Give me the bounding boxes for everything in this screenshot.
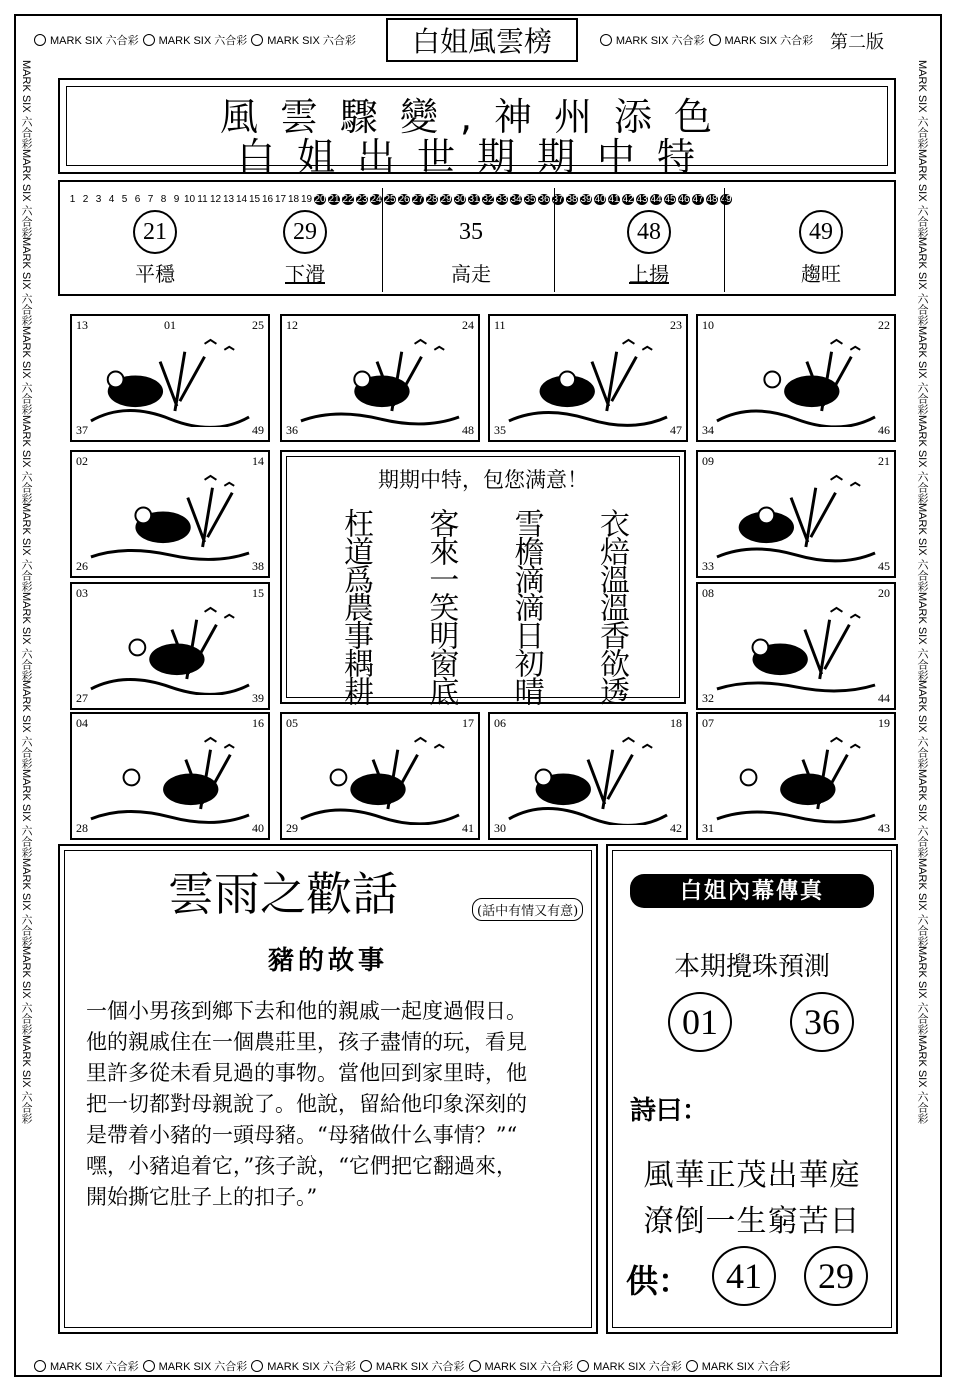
strip-number: 21 — [328, 193, 340, 205]
zodiac-panel — [280, 712, 480, 840]
panel-number: 11 — [494, 318, 506, 332]
panel-number: 08 — [702, 586, 714, 600]
zodiac-panel — [696, 450, 896, 578]
panel-number: 07 — [702, 716, 714, 730]
zodiac-panel — [696, 582, 896, 710]
strip-text: MARK SIX 六合彩 — [916, 325, 928, 415]
strip-number: 31 — [468, 193, 480, 205]
panel-number: 30 — [494, 821, 506, 835]
flower-icon — [251, 34, 263, 46]
pick-number: 35 — [449, 210, 493, 254]
panel-number: 25 — [252, 318, 264, 332]
strip-number: 37 — [552, 193, 564, 205]
strip-number: 38 — [566, 193, 578, 205]
strip-text: MARK SIX 六合彩 — [20, 237, 32, 326]
flower-icon — [600, 34, 612, 46]
zodiac-panel — [696, 314, 896, 442]
panel-number: 42 — [670, 821, 682, 835]
pick-number: 49 — [799, 210, 843, 254]
strip-text: MARK SIX 六合彩 — [916, 148, 928, 238]
strip-text: MARK SIX 六合彩 — [20, 769, 32, 858]
strip-number: 8 — [160, 193, 167, 205]
banner-line-1: 風雲驟變,神州添色 — [219, 95, 735, 139]
strip-number: 43 — [636, 193, 648, 205]
page-title: 白姐風雲榜 — [386, 18, 578, 62]
pick-item — [250, 210, 360, 294]
strip-number: 39 — [580, 193, 592, 205]
supply-number: 41 — [712, 1246, 776, 1306]
story-line: 里許多從未看見過的事物。當他回到家里時，他 — [86, 1061, 527, 1085]
panel-number: 36 — [286, 423, 298, 437]
pick-trend: 趨旺 — [801, 262, 841, 286]
divider — [382, 188, 383, 292]
inside-info-header: 白姐內幕傳真 — [630, 874, 874, 908]
zodiac-panel — [696, 712, 896, 840]
flower-icon — [709, 34, 721, 46]
predict-number: 01 — [668, 992, 732, 1052]
strip-number: 45 — [664, 193, 676, 205]
strip-number: 44 — [650, 193, 662, 205]
side-poem-line-2: 潦倒一生窮苦日 — [643, 1204, 861, 1239]
panel-number: 37 — [76, 423, 88, 437]
zodiac-panel — [70, 712, 270, 840]
poem-column: 客來一笑明窗底 — [423, 508, 459, 704]
strip-number: 35 — [524, 193, 536, 205]
poem-column: 衣焙溫溫香欲透 — [593, 508, 629, 704]
strip-number: 36 — [538, 193, 550, 205]
flower-icon — [143, 34, 155, 46]
ink-painting-image — [712, 468, 880, 563]
story-line: 嘿，小豬追着它，”孩子說，“它們把它翻過來， — [86, 1154, 517, 1178]
zodiac-panel — [70, 582, 270, 710]
strip-text: MARK SIX 六合彩 — [916, 237, 928, 326]
panel-number: 46 — [878, 423, 890, 437]
side-poem-line-1: 風華正茂出華庭 — [643, 1158, 861, 1193]
strip-text: MARK SIX 六合彩 — [916, 946, 928, 1035]
strip-number: 23 — [356, 193, 368, 205]
strip-number: 40 — [594, 193, 606, 205]
strip-number: 11 — [197, 193, 208, 205]
strip-number: 4 — [108, 193, 115, 205]
strip-number: 2 — [82, 193, 89, 205]
panel-number: 02 — [76, 454, 88, 468]
panel-number: 33 — [702, 559, 714, 573]
strip-number: 29 — [440, 193, 452, 205]
strip-text: MARK SIX 六合彩 — [20, 414, 32, 504]
panel-number: 47 — [670, 423, 682, 437]
story-line: 一個小男孩到鄉下去和他的親戚一起度過假日。 — [86, 999, 527, 1023]
flower-icon — [469, 1360, 481, 1372]
headline-banner — [58, 78, 896, 179]
pick-trend: 上揚 — [629, 262, 669, 286]
panel-number: 01 — [164, 318, 176, 332]
panel-number: 31 — [702, 821, 714, 835]
story-line: 是帶着小豬的一頭母豬。“母豬做什么事情？”“ — [86, 1123, 518, 1147]
divider — [724, 188, 725, 292]
panel-number: 48 — [462, 423, 474, 437]
strip-number: 32 — [482, 193, 494, 205]
strip-number: 10 — [183, 193, 196, 205]
panel-number: 32 — [702, 691, 714, 705]
ink-painting-image — [296, 332, 464, 427]
strip-text: MARK SIX 六合彩 — [701, 1361, 791, 1373]
strip-number: 16 — [261, 193, 274, 205]
strip-number: 26 — [398, 193, 410, 205]
zodiac-panel — [70, 314, 270, 442]
strip-number: 15 — [248, 193, 261, 205]
zodiac-panel — [70, 450, 270, 578]
strip-number: 6 — [134, 193, 141, 205]
bottom-watermark-strip — [30, 1352, 926, 1380]
strip-text: MARK SIX 六合彩 — [20, 325, 32, 415]
strip-number: 27 — [412, 193, 424, 205]
panel-number: 09 — [702, 454, 714, 468]
panel-number: 28 — [76, 821, 88, 835]
strip-number: 28 — [426, 193, 438, 205]
edition-label: 第二版 — [830, 32, 884, 53]
divider — [554, 188, 555, 292]
ink-painting-image — [86, 332, 254, 427]
strip-number: 22 — [342, 193, 354, 205]
story-text — [86, 996, 574, 1213]
strip-number: 34 — [510, 193, 522, 205]
strip-text: MARK SIX 六合彩 — [375, 1361, 465, 1373]
story-subtitle: (話中有情又有意) — [472, 898, 583, 921]
strip-text: MARK SIX 六合彩 — [724, 35, 814, 47]
panel-number: 04 — [76, 716, 88, 730]
strip-text: MARK SIX 六合彩 — [50, 35, 139, 47]
strip-text: MARK SIX 六合彩 — [20, 680, 32, 769]
ink-painting-image — [712, 600, 880, 695]
strip-number: 49 — [720, 193, 732, 205]
poem-column: 雪檐滴滴日初晴 — [508, 508, 544, 704]
panel-number: 12 — [286, 318, 298, 332]
panel-number: 23 — [670, 318, 682, 332]
strip-text: MARK SIX 六合彩 — [916, 591, 928, 681]
strip-text: MARK SIX 六合彩 — [916, 503, 928, 592]
zodiac-panel — [280, 314, 480, 442]
story-line: 他的親戚住在一個農莊里，孩子盡情的玩，看見 — [86, 1030, 527, 1054]
panel-number: 03 — [76, 586, 88, 600]
strip-number: 25 — [384, 193, 396, 205]
panel-number: 45 — [878, 559, 890, 573]
panel-number: 43 — [878, 821, 890, 835]
strip-number: 14 — [235, 193, 248, 205]
strip-number: 7 — [147, 193, 154, 205]
panel-number: 40 — [252, 821, 264, 835]
ink-painting-image — [296, 730, 464, 825]
ink-painting-image — [86, 468, 254, 563]
panel-number: 41 — [462, 821, 474, 835]
strip-text: MARK SIX 六合彩 — [916, 857, 928, 947]
story-title: 雲雨之歡話 — [168, 867, 398, 921]
strip-text: MARK SIX 六合彩 — [267, 35, 356, 47]
poem-columns — [338, 508, 629, 704]
pick-item — [416, 210, 526, 294]
zodiac-panel — [488, 314, 688, 442]
banner-line-2: 白姐出世期期中特 — [236, 135, 717, 179]
flower-icon — [34, 1360, 46, 1372]
strip-text: MARK SIX 六合彩 — [593, 1361, 682, 1373]
strip-text: MARK SIX 六合彩 — [916, 680, 928, 769]
predict-number: 36 — [790, 992, 854, 1052]
strip-number: 19 — [300, 193, 313, 205]
poem-heading: 期期中特，包您满意！ — [378, 468, 588, 492]
strip-number: 9 — [173, 193, 180, 205]
panel-number: 35 — [494, 423, 506, 437]
strip-number: 18 — [287, 193, 300, 205]
panel-number: 44 — [878, 691, 890, 705]
strip-text: MARK SIX 六合彩 — [20, 148, 32, 238]
panel-number: 20 — [878, 586, 890, 600]
ink-painting-image — [504, 332, 672, 427]
panel-number: 06 — [494, 716, 506, 730]
strip-text: MARK SIX 六合彩 — [20, 503, 32, 592]
right-watermark-strip — [914, 60, 938, 1351]
panel-number: 26 — [76, 559, 88, 573]
panel-number: 21 — [878, 454, 890, 468]
panel-number: 16 — [252, 716, 264, 730]
pick-item — [100, 210, 210, 294]
strip-number: 1 — [69, 193, 76, 205]
strip-text: MARK SIX 六合彩 — [484, 1361, 574, 1373]
panel-number: 13 — [76, 318, 88, 332]
pick-number: 48 — [627, 210, 671, 254]
pick-trend: 高走 — [451, 262, 491, 286]
strip-text: MARK SIX 六合彩 — [20, 857, 32, 947]
pick-item — [766, 210, 876, 294]
supply-number: 29 — [804, 1246, 868, 1306]
zodiac-panel — [488, 712, 688, 840]
panel-number: 24 — [462, 318, 474, 332]
flower-icon — [251, 1360, 263, 1372]
strip-number: 41 — [608, 193, 620, 205]
strip-number: 24 — [370, 193, 382, 205]
panel-number: 15 — [252, 586, 264, 600]
panel-number: 14 — [252, 454, 264, 468]
strip-number: 47 — [692, 193, 704, 205]
ink-painting-image — [712, 730, 880, 825]
strip-number: 13 — [222, 193, 235, 205]
pick-item — [594, 210, 704, 294]
number-picks-row — [58, 180, 896, 296]
flower-icon — [686, 1360, 698, 1372]
left-watermark-strip — [18, 60, 42, 1351]
story-line: 開始撕它肚子上的扣子。” — [86, 1185, 318, 1209]
number-strip — [66, 188, 733, 210]
strip-text: MARK SIX 六合彩 — [916, 414, 928, 504]
poem-column: 枉道爲農事耦耕 — [338, 508, 373, 704]
flower-icon — [143, 1360, 155, 1372]
strip-text: MARK SIX 六合彩 — [158, 35, 248, 47]
panel-number: 29 — [286, 821, 298, 835]
strip-number: 46 — [678, 193, 690, 205]
pick-trend: 平穩 — [135, 262, 175, 286]
poem-label: 詩曰： — [630, 1096, 709, 1126]
poem-box — [280, 450, 686, 704]
panel-number: 38 — [252, 559, 264, 573]
strip-text: MARK SIX 六合彩 — [916, 1034, 928, 1124]
ink-painting-image — [86, 730, 254, 825]
panel-number: 17 — [462, 716, 474, 730]
inside-info-box — [606, 844, 898, 1334]
panel-number: 49 — [252, 423, 264, 437]
pick-number: 29 — [283, 210, 327, 254]
strip-number: 30 — [454, 193, 466, 205]
strip-number: 33 — [496, 193, 508, 205]
strip-number: 5 — [121, 193, 128, 205]
ink-painting-image — [712, 332, 880, 427]
pick-trend: 下滑 — [285, 262, 325, 286]
strip-text: MARK SIX 六合彩 — [158, 1361, 248, 1373]
story-line: 把一切都對母親說了。他說，留給他印象深刻的 — [86, 1092, 527, 1116]
strip-text: MARK SIX 六合彩 — [267, 1361, 356, 1373]
panel-number: 05 — [286, 716, 298, 730]
strip-text: MARK SIX 六合彩 — [916, 60, 928, 149]
supply-label: 供： — [626, 1262, 691, 1300]
strip-text: MARK SIX 六合彩 — [916, 769, 928, 858]
panel-number: 19 — [878, 716, 890, 730]
pick-number: 21 — [133, 210, 177, 254]
strip-number: 20 — [314, 193, 326, 205]
story-heading: 豬的故事 — [267, 946, 388, 976]
panel-number: 27 — [76, 691, 88, 705]
strip-text: MARK SIX 六合彩 — [20, 60, 32, 149]
strip-number: 48 — [706, 193, 718, 205]
ink-painting-image — [86, 600, 254, 695]
strip-number: 12 — [209, 193, 222, 205]
flower-icon — [34, 34, 46, 46]
panel-number: 22 — [878, 318, 890, 332]
strip-number: 3 — [95, 193, 102, 205]
panel-number: 10 — [702, 318, 714, 332]
strip-text: MARK SIX 六合彩 — [615, 35, 705, 47]
flower-icon — [360, 1360, 372, 1372]
strip-text: MARK SIX 六合彩 — [20, 946, 32, 1035]
panel-number: 39 — [252, 691, 264, 705]
strip-text: MARK SIX 六合彩 — [20, 1034, 32, 1124]
strip-number: 42 — [622, 193, 634, 205]
ink-painting-image — [504, 730, 672, 825]
strip-text: MARK SIX 六合彩 — [20, 591, 32, 681]
strip-number: 17 — [274, 193, 287, 205]
story-box — [58, 844, 598, 1334]
predict-label: 本期攪珠預測 — [673, 952, 830, 982]
strip-text: MARK SIX 六合彩 — [50, 1361, 139, 1373]
panel-number: 18 — [670, 716, 682, 730]
panel-number: 34 — [702, 423, 714, 437]
flower-icon — [577, 1360, 589, 1372]
